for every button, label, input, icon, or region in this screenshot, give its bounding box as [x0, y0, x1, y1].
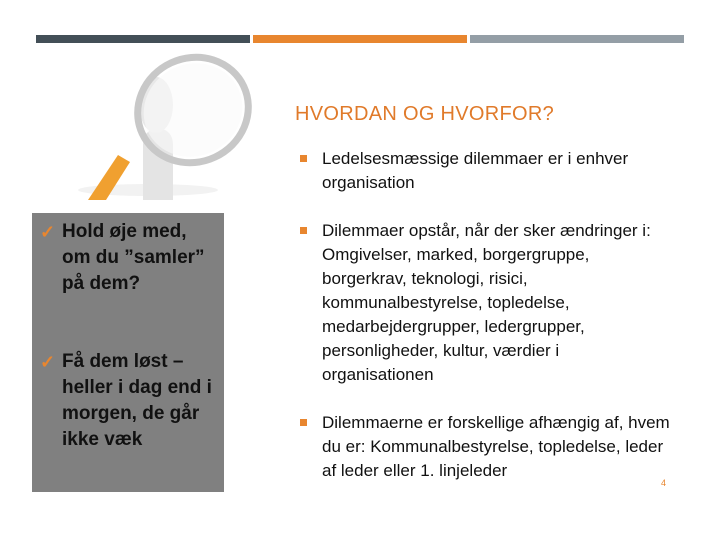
bullet-item: Dilemmaer opstår, når der sker ændringer i: Omgivelser, marked, borgergruppe, borgerkrav, teknologi, risici, kommunalbestyrelse, topledelse, medarbejdergrupper, ledergrupper, personligheder, kultur, værdier i organisationen	[300, 219, 670, 387]
callout-item: ✓ Hold øje med, om du ”samler” på dem?	[40, 221, 205, 294]
header-bar-orange	[253, 35, 467, 43]
page-number: 4	[661, 478, 667, 488]
slide-title: HVORDAN OG HVORFOR?	[295, 103, 555, 125]
checkmark-icon: ✓	[40, 222, 56, 242]
square-bullet-icon	[300, 419, 307, 426]
square-bullet-icon	[300, 155, 307, 162]
header-bar-gray	[470, 35, 684, 43]
bullet-item: Dilemmaerne er forskellige afhængig af, hvem du er: Kommunalbestyrelse, topledelse, leder af leder eller 1. linjeleder	[300, 411, 670, 483]
checkmark-icon: ✓	[40, 352, 56, 372]
callout-item: ✓ Få dem løst – heller i dag end i morgen, de går ikke væk	[40, 351, 212, 450]
bullet-item: Ledelsesmæssige dilemmaer er i enhver organisation	[300, 147, 670, 195]
header-bar-dark	[36, 35, 250, 43]
square-bullet-icon	[300, 227, 307, 234]
magnifying-glass-figure-image	[48, 50, 278, 200]
callout-box	[32, 213, 224, 492]
